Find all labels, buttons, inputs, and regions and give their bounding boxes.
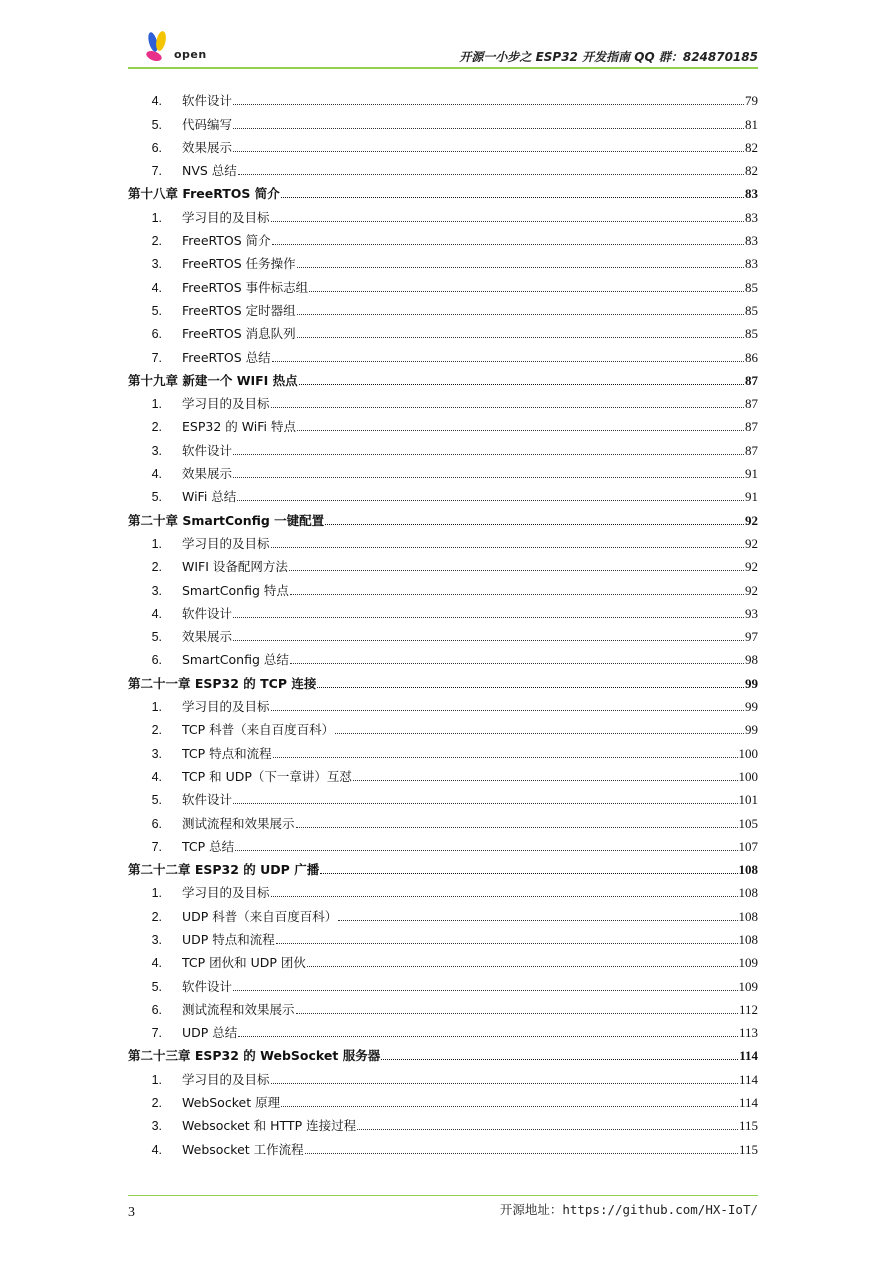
toc-entry-title: TCP 团伙和 UDP 团伙 (182, 955, 306, 971)
toc-dot-leader (235, 850, 737, 851)
toc-dot-leader (297, 430, 744, 431)
toc-dot-leader (276, 943, 738, 944)
toc-entry-number: 6. (151, 140, 162, 155)
toc-entry-page: 91 (745, 489, 758, 505)
toc-entry-page: 79 (745, 93, 758, 109)
toc-section-entry[interactable] (128, 995, 758, 1018)
toc-dot-leader (353, 780, 738, 781)
toc-entry-number: 4. (151, 467, 162, 482)
table-of-contents (128, 86, 758, 1158)
toc-entry-page: 85 (745, 302, 758, 318)
toc-dot-leader (299, 384, 744, 385)
toc-entry-title: 第二十三章 ESP32 的 WebSocket 服务器 (128, 1048, 381, 1064)
toc-dot-leader (271, 896, 738, 897)
toc-entry-page: 99 (745, 722, 758, 738)
toc-dot-leader (290, 663, 744, 664)
toc-chapter-entry[interactable] (128, 1041, 758, 1064)
toc-section-entry[interactable] (128, 296, 758, 319)
toc-entry-page: 87 (745, 442, 758, 458)
toc-entry-number: 3. (151, 746, 162, 761)
toc-entry-number: 1. (151, 210, 162, 225)
toc-dot-leader (272, 244, 744, 245)
toc-entry-title: 测试流程和效果展示 (182, 1001, 295, 1017)
toc-entry-number: 3. (151, 932, 162, 947)
toc-dot-leader (381, 1059, 738, 1060)
page-header (0, 0, 892, 70)
toc-entry-page: 92 (745, 512, 758, 528)
toc-entry-title: TCP 和 UDP（下一章讲）互怼 (182, 768, 352, 784)
toc-section-entry[interactable] (128, 133, 758, 156)
toc-entry-title: 学习目的及目标 (182, 1071, 270, 1087)
toc-section-entry[interactable] (128, 156, 758, 179)
toc-entry-page: 85 (745, 279, 758, 295)
toc-entry-page: 99 (745, 675, 758, 691)
page-number: 3 (128, 1205, 135, 1220)
toc-section-entry[interactable] (128, 1134, 758, 1157)
toc-dot-leader (305, 1153, 738, 1154)
toc-entry-title: 学习目的及目标 (182, 699, 270, 715)
toc-entry-page: 108 (738, 931, 758, 947)
toc-dot-leader (273, 757, 738, 758)
toc-entry-page: 108 (738, 862, 758, 878)
toc-dot-leader (281, 1106, 738, 1107)
toc-entry-page: 108 (738, 908, 758, 924)
toc-entry-title: 第十九章 新建一个 WIFI 热点 (128, 372, 298, 388)
toc-entry-number: 7. (151, 839, 162, 854)
toc-entry-number: 4. (151, 606, 162, 621)
toc-entry-title: FreeRTOS 消息队列 (182, 326, 296, 342)
toc-entry-page: 101 (738, 792, 758, 808)
toc-entry-title: Websocket 工作流程 (182, 1141, 304, 1157)
toc-section-entry[interactable] (128, 645, 758, 668)
toc-entry-title: FreeRTOS 任务操作 (182, 256, 296, 272)
toc-entry-page: 87 (745, 372, 758, 388)
toc-dot-leader (271, 710, 744, 711)
toc-dot-leader (296, 1013, 738, 1014)
toc-section-entry[interactable] (128, 1088, 758, 1111)
toc-entry-page: 86 (745, 349, 758, 365)
toc-entry-title: FreeRTOS 事件标志组 (182, 279, 309, 295)
toc-dot-leader (297, 314, 744, 315)
toc-section-entry[interactable] (128, 762, 758, 785)
toc-entry-page: 87 (745, 396, 758, 412)
toc-entry-page: 87 (745, 419, 758, 435)
toc-section-entry[interactable] (128, 435, 758, 458)
toc-section-entry[interactable] (128, 925, 758, 948)
toc-dot-leader (297, 267, 744, 268)
toc-entry-number: 6. (151, 816, 162, 831)
toc-entry-page: 114 (738, 1095, 758, 1111)
toc-dot-leader (233, 640, 744, 641)
toc-entry-title: 代码编写 (182, 116, 233, 132)
toc-section-entry[interactable] (128, 529, 758, 552)
toc-entry-number: 1. (151, 700, 162, 715)
toc-entry-page: 112 (738, 1001, 758, 1017)
toc-entry-number: 4. (151, 94, 162, 109)
toc-dot-leader (297, 337, 744, 338)
toc-section-entry[interactable] (128, 342, 758, 365)
toc-section-entry[interactable] (128, 738, 758, 761)
toc-entry-number: 3. (151, 583, 162, 598)
toc-entry-number: 7. (151, 164, 162, 179)
toc-dot-leader (238, 1036, 738, 1037)
toc-entry-title: FreeRTOS 定时器组 (182, 302, 296, 318)
toc-entry-page: 83 (745, 256, 758, 272)
toc-section-entry[interactable] (128, 715, 758, 738)
toc-dot-leader (290, 594, 744, 595)
toc-dot-leader (335, 733, 744, 734)
toc-section-entry[interactable] (128, 878, 758, 901)
toc-entry-page: 83 (745, 233, 758, 249)
toc-entry-title: UDP 科普（来自百度百科） (182, 908, 338, 924)
toc-section-entry[interactable] (128, 86, 758, 109)
toc-dot-leader (233, 128, 744, 129)
toc-entry-number: 6. (151, 1002, 162, 1017)
toc-entry-number: 5. (151, 979, 162, 994)
toc-entry-title: 第十八章 FreeRTOS 简介 (128, 186, 280, 202)
toc-section-entry[interactable] (128, 552, 758, 575)
toc-entry-page: 114 (738, 1071, 758, 1087)
toc-entry-title: ESP32 的 WiFi 特点 (182, 419, 297, 435)
toc-entry-page: 100 (738, 768, 758, 784)
toc-dot-leader (271, 407, 744, 408)
toc-dot-leader (272, 361, 744, 362)
toc-section-entry[interactable] (128, 832, 758, 855)
toc-entry-page: 105 (738, 815, 758, 831)
toc-entry-title: 效果展示 (182, 629, 233, 645)
toc-entry-number: 2. (151, 723, 162, 738)
toc-entry-number: 3. (151, 257, 162, 272)
toc-section-entry[interactable] (128, 272, 758, 295)
toc-entry-title: 学习目的及目标 (182, 885, 270, 901)
toc-entry-title: FreeRTOS 简介 (182, 233, 271, 249)
toc-entry-page: 113 (738, 1025, 758, 1041)
toc-entry-title: 软件设计 (182, 93, 233, 109)
toc-section-entry[interactable] (128, 575, 758, 598)
toc-entry-number: 3. (151, 1119, 162, 1134)
toc-dot-leader (317, 687, 744, 688)
toc-entry-title: TCP 科普（来自百度百科） (182, 722, 335, 738)
toc-dot-leader (325, 524, 744, 525)
toc-dot-leader (357, 1129, 738, 1130)
toc-entry-number: 1. (151, 1072, 162, 1087)
toc-entry-number: 5. (151, 117, 162, 132)
toc-entry-title: 测试流程和效果展示 (182, 815, 295, 831)
toc-dot-leader (309, 291, 744, 292)
toc-entry-page: 100 (738, 745, 758, 761)
toc-entry-number: 4. (151, 1142, 162, 1157)
toc-dot-leader (307, 966, 738, 967)
toc-entry-page: 114 (739, 1048, 758, 1064)
open-logo (140, 30, 210, 66)
toc-entry-number: 7. (151, 350, 162, 365)
toc-section-entry[interactable] (128, 412, 758, 435)
toc-entry-page: 98 (745, 652, 758, 668)
toc-section-entry[interactable] (128, 1064, 758, 1087)
toc-entry-page: 82 (745, 163, 758, 179)
toc-section-entry[interactable] (128, 109, 758, 132)
toc-entry-title: SmartConfig 特点 (182, 582, 289, 598)
toc-entry-page: 115 (738, 1141, 758, 1157)
toc-entry-number: 1. (151, 397, 162, 412)
toc-section-entry[interactable] (128, 808, 758, 831)
toc-entry-page: 93 (745, 605, 758, 621)
toc-entry-title: 学习目的及目标 (182, 209, 270, 225)
toc-dot-leader (281, 197, 744, 198)
toc-entry-number: 2. (151, 1096, 162, 1111)
toc-section-entry[interactable] (128, 971, 758, 994)
toc-entry-title: WIFI 设备配网方法 (182, 559, 288, 575)
toc-chapter-entry[interactable] (128, 366, 758, 389)
toc-entry-page: 109 (738, 978, 758, 994)
toc-section-entry[interactable] (128, 459, 758, 482)
toc-entry-number: 4. (151, 956, 162, 971)
toc-entry-page: 109 (738, 955, 758, 971)
toc-dot-leader (338, 920, 737, 921)
header-divider (128, 67, 758, 69)
toc-entry-number: 5. (151, 303, 162, 318)
toc-dot-leader (271, 547, 744, 548)
toc-dot-leader (233, 104, 744, 105)
toc-section-entry[interactable] (128, 202, 758, 225)
footer-divider (128, 1195, 758, 1196)
toc-entry-title: 第二十一章 ESP32 的 TCP 连接 (128, 675, 317, 691)
toc-section-entry[interactable] (128, 1018, 758, 1041)
toc-entry-title: Websocket 和 HTTP 连接过程 (182, 1118, 357, 1134)
toc-entry-title: 软件设计 (182, 978, 233, 994)
toc-entry-title: 软件设计 (182, 442, 233, 458)
toc-entry-page: 83 (745, 186, 758, 202)
toc-entry-number: 4. (151, 769, 162, 784)
toc-section-entry[interactable] (128, 622, 758, 645)
toc-entry-number: 5. (151, 630, 162, 645)
toc-dot-leader (289, 570, 744, 571)
toc-entry-page: 83 (745, 209, 758, 225)
toc-entry-title: UDP 总结 (182, 1025, 238, 1041)
toc-entry-page: 91 (745, 466, 758, 482)
toc-dot-leader (233, 617, 744, 618)
logo-text: open (174, 48, 207, 61)
toc-entry-title: 第二十二章 ESP32 的 UDP 广播 (128, 862, 320, 878)
toc-section-entry[interactable] (128, 948, 758, 971)
toc-dot-leader (233, 990, 737, 991)
toc-entry-page: 99 (745, 699, 758, 715)
toc-entry-number: 1. (151, 536, 162, 551)
toc-entry-page: 92 (745, 582, 758, 598)
toc-entry-number: 7. (151, 1026, 162, 1041)
toc-entry-page: 92 (745, 535, 758, 551)
logo-mark-icon (140, 30, 176, 66)
toc-section-entry[interactable] (128, 389, 758, 412)
toc-section-entry[interactable] (128, 226, 758, 249)
toc-chapter-entry[interactable] (128, 505, 758, 528)
toc-section-entry[interactable] (128, 1111, 758, 1134)
toc-chapter-entry[interactable] (128, 179, 758, 202)
toc-entry-title: 学习目的及目标 (182, 396, 270, 412)
toc-entry-page: 82 (745, 139, 758, 155)
toc-dot-leader (233, 803, 737, 804)
toc-entry-page: 115 (738, 1118, 758, 1134)
toc-entry-title: TCP 总结 (182, 838, 235, 854)
toc-entry-page: 85 (745, 326, 758, 342)
toc-entry-number: 1. (151, 886, 162, 901)
toc-entry-number: 6. (151, 653, 162, 668)
toc-entry-page: 108 (738, 885, 758, 901)
toc-entry-title: 效果展示 (182, 466, 233, 482)
toc-section-entry[interactable] (128, 599, 758, 622)
toc-entry-number: 2. (151, 909, 162, 924)
toc-entry-number: 2. (151, 420, 162, 435)
toc-dot-leader (271, 221, 744, 222)
toc-entry-title: 学习目的及目标 (182, 535, 270, 551)
toc-dot-leader (233, 454, 744, 455)
toc-entry-page: 81 (745, 116, 758, 132)
toc-dot-leader (233, 477, 744, 478)
toc-dot-leader (233, 151, 744, 152)
toc-entry-title: FreeRTOS 总结 (182, 349, 271, 365)
toc-dot-leader (238, 174, 744, 175)
toc-dot-leader (271, 1083, 738, 1084)
toc-section-entry[interactable] (128, 785, 758, 808)
toc-entry-title: WiFi 总结 (182, 489, 237, 505)
toc-entry-number: 5. (151, 490, 162, 505)
toc-entry-title: 软件设计 (182, 605, 233, 621)
toc-entry-page: 92 (745, 559, 758, 575)
toc-entry-title: 效果展示 (182, 139, 233, 155)
header-title: 开源一小步之 ESP32 开发指南 QQ 群：824870185 (459, 50, 758, 64)
toc-section-entry[interactable] (128, 692, 758, 715)
footer-repo-link[interactable]: 开源地址：https://github.com/HX-IoT/ (499, 1202, 758, 1217)
toc-dot-leader (296, 827, 738, 828)
toc-entry-number: 5. (151, 793, 162, 808)
toc-dot-leader (320, 873, 737, 874)
toc-entry-number: 2. (151, 234, 162, 249)
toc-entry-page: 107 (738, 838, 758, 854)
toc-dot-leader (237, 500, 744, 501)
toc-section-entry[interactable] (128, 249, 758, 272)
toc-entry-title: 软件设计 (182, 792, 233, 808)
toc-entry-number: 3. (151, 443, 162, 458)
toc-entry-page: 97 (745, 629, 758, 645)
toc-entry-title: TCP 特点和流程 (182, 745, 272, 761)
toc-entry-title: SmartConfig 总结 (182, 652, 289, 668)
toc-entry-title: UDP 特点和流程 (182, 931, 275, 947)
toc-chapter-entry[interactable] (128, 855, 758, 878)
toc-entry-title: WebSocket 原理 (182, 1095, 281, 1111)
toc-entry-number: 4. (151, 280, 162, 295)
toc-section-entry[interactable] (128, 482, 758, 505)
toc-chapter-entry[interactable] (128, 668, 758, 691)
toc-entry-number: 6. (151, 327, 162, 342)
toc-section-entry[interactable] (128, 901, 758, 924)
toc-entry-title: 第二十章 SmartConfig 一键配置 (128, 512, 325, 528)
toc-entry-title: NVS 总结 (182, 163, 237, 179)
toc-entry-number: 2. (151, 560, 162, 575)
toc-section-entry[interactable] (128, 319, 758, 342)
